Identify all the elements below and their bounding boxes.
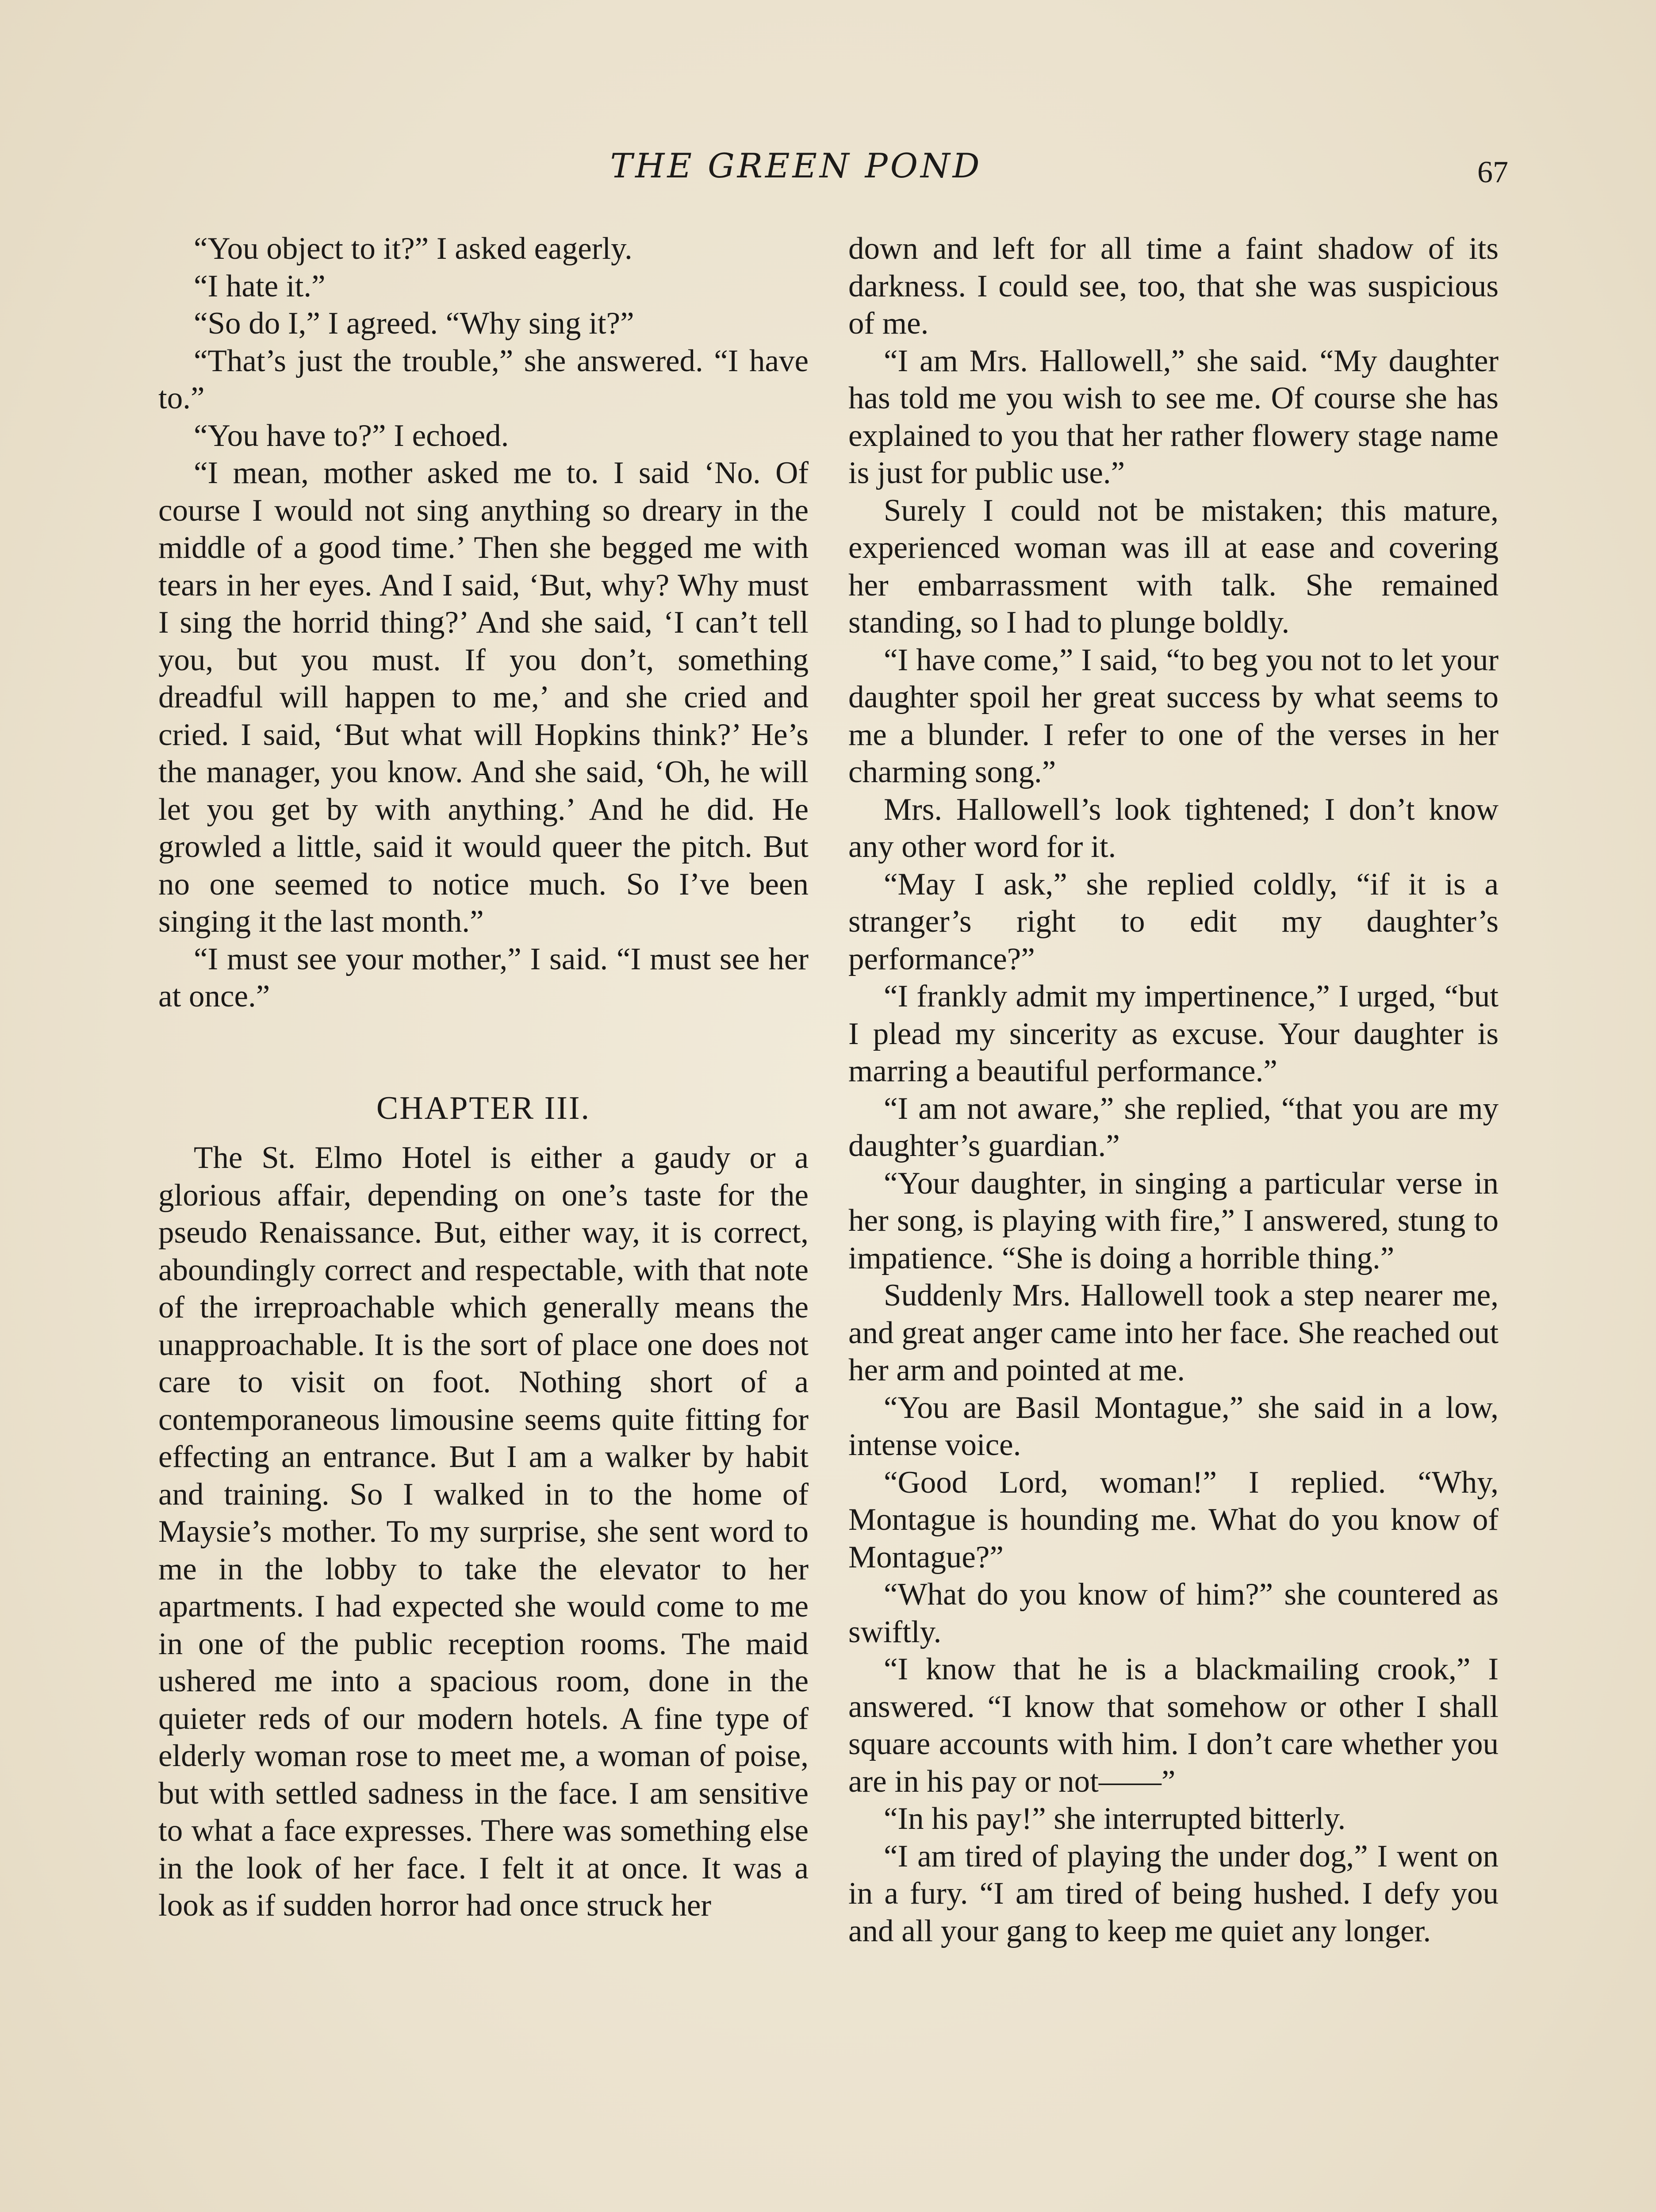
paragraph: The St. Elmo Hotel is either a gaudy or a glorious affair, depending on one’s taste for the pseudo Renaissance. But, either way, it is correct, aboundingly correct and respectable, with that note of the irreproachable which generally means the unapproachable. It is the sort of place one does not care to visit on foot. Nothing short of a contemporaneous limousine seems quite fitting for effecting an entrance. But I am a walker by habit and training. So I walked in to the home of Maysie’s mother. To my surprise, she sent word to me in the lobby to take the elevator to her apartments. I had expected she would come to me in one of the public reception rooms. The maid ushered me into a spacious room, done in the quieter reds of our modern hotels. A fine type of elderly woman rose to meet me, a woman of poise, but with settled sadness in the face. I am sensitive to what a face expresses. There was something else in the look of her face. I felt it at once. It was a look as if sudden horror had once struck her	[158, 1141, 809, 1923]
paragraph: Suddenly Mrs. Hallowell took a step nearer me, and great anger came into her face. She reached out her arm and pointed at me.	[848, 1278, 1499, 1387]
paragraph: “You have to?” I echoed.	[194, 418, 509, 453]
paragraph: “I must see your mother,” I said. “I must see her at once.”	[158, 941, 809, 1014]
paragraph: Surely I could not be mistaken; this mature, experienced woman was ill at ease and covering her embarrassment with talk. She remained standing, so I had to plunge boldly.	[848, 493, 1499, 640]
paragraph: “You object to it?” I asked eagerly.	[194, 231, 632, 266]
chapter-heading: CHAPTER III.	[376, 1090, 591, 1126]
paragraph: Mrs. Hallowell’s look tightened; I don’t know any other word for it.	[848, 792, 1499, 864]
paragraph: “I know that he is a blackmailing crook,” I answered. “I know that somehow or other I shall square accounts with him. I don’t care whether you are in his pay or not——”	[848, 1652, 1499, 1799]
paragraph: “I mean, mother asked me to. I said ‘No. Of course I would not sing anything so dreary in the middle of a good time.’ Then she begged me with tears in her eyes. And I said, ‘But, why? Why must I sing the horrid thing?’ And she said, ‘I can’t tell you, but you must. If you don’t, something dreadful will happen to me,’ and she cried and cried. I said, ‘But what will Hopkins think?’ He’s the manager, you know. And she said, ‘Oh, he will let you get by with anything.’ And he did. He growled a little, said it would queer the pitch. But no one seemed to notice much. So I’ve been singing it the last month.”	[158, 456, 809, 939]
paragraph: “I am Mrs. Hallowell,” she said. “My daughter has told me you wish to see me. Of course she has explained to you that her rather flowery stage name is just for public use.”	[848, 343, 1499, 490]
paragraph: “I frankly admit my impertinence,” I urged, “but I plead my sincerity as excuse. Your daughter is marring a beautiful performance.”	[848, 979, 1499, 1088]
paragraph: “I hate it.”	[194, 269, 326, 303]
paragraph: “I am tired of playing the under dog,” I went on in a fury. “I am tired of being hushed. I defy you and all your gang to keep me quiet any longer.	[848, 1839, 1499, 1948]
paragraph: “Your daughter, in singing a particular verse in her song, is playing with fire,” I answered, stung to impatience. “She is doing a horrible thing.”	[848, 1166, 1499, 1275]
paragraph: “That’s just the trouble,” she answered. “I have to.”	[158, 343, 809, 415]
running-title: THE GREEN POND	[610, 146, 982, 185]
paragraph: “What do you know of him?” she countered as swiftly.	[848, 1577, 1499, 1649]
paragraph: “I have come,” I said, “to beg you not to let your daughter spoil her great success by what seems to me a blunder. I refer to one of the verses in her charming song.”	[848, 642, 1499, 789]
paragraph: “May I ask,” she replied coldly, “if it is a stranger’s right to edit my daughter’s performance?”	[848, 867, 1499, 976]
left-column	[158, 230, 809, 1924]
paragraph: “You are Basil Montague,” she said in a low, intense voice.	[848, 1390, 1499, 1462]
paragraph: “Good Lord, woman!” I replied. “Why, Montague is hounding me. What do you know of Montague?”	[848, 1465, 1499, 1575]
page-number: 67	[1477, 155, 1508, 189]
paragraph: “So do I,” I agreed. “Why sing it?”	[194, 306, 634, 341]
paragraph: “I am not aware,” she replied, “that you are my daughter’s guardian.”	[848, 1091, 1499, 1163]
paragraph: “In his pay!” she interrupted bitterly.	[884, 1801, 1346, 1836]
paragraph: down and left for all time a faint shadow of its darkness. I could see, too, that she was suspicious of me.	[848, 231, 1499, 341]
right-column	[848, 230, 1499, 1950]
